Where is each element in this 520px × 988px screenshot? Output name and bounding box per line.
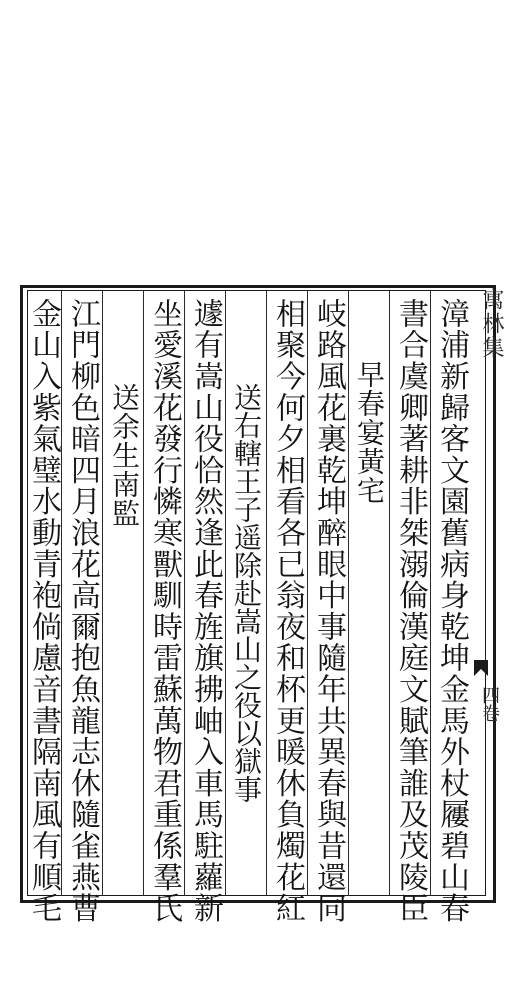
poem-line: 遽有嵩山役恰然逢此春旌旗拂岫入車馬駐蘿新 bbox=[188, 298, 223, 924]
poem-line: 漳浦新歸客文園舊病身乾坤金馬外杖屨碧山春 bbox=[434, 298, 469, 924]
poem-line: 坐愛溪花發行憐寒獸馴時雷蘇萬物君重係羣氏 bbox=[147, 298, 182, 924]
poem-title: 送余生南監 bbox=[108, 383, 141, 528]
column-rule bbox=[348, 290, 349, 896]
poem-line: 金山入紫氣璧水動青袍倘慮音書隔南風有順毛 bbox=[26, 298, 61, 924]
margin-chapter-label: 四卷 bbox=[479, 686, 500, 722]
column-rule bbox=[143, 290, 144, 896]
column-rule bbox=[307, 290, 308, 896]
poem-line: 書合虞卿著耕非桀溺倫漢庭文賦筆誰及茂陵臣 bbox=[393, 298, 428, 924]
column-rule bbox=[266, 290, 267, 896]
column-rule bbox=[102, 290, 103, 896]
column-rule bbox=[61, 290, 62, 896]
poem-line: 相聚今何夕相看各已翁夜和杯更暖休負燭花紅 bbox=[270, 298, 305, 924]
column-rule bbox=[184, 290, 185, 896]
column-rule bbox=[225, 290, 226, 896]
poem-title: 送右轄王子遥除赴嵩山之役以獄事 bbox=[230, 383, 263, 803]
margin-book-title: 寓林集 bbox=[479, 288, 504, 360]
fish-tail-mark-icon bbox=[474, 660, 488, 676]
column-rule bbox=[389, 290, 390, 896]
poem-line: 岐路風花裏乾坤醉眼中事隨年共異春與昔還同 bbox=[311, 298, 346, 924]
poem-line: 江門柳色暗四月浪花高爾抱魚龍志休隨雀燕曹 bbox=[65, 298, 100, 924]
column-rule bbox=[430, 290, 431, 896]
poem-title: 早春宴黃宅 bbox=[353, 360, 386, 505]
